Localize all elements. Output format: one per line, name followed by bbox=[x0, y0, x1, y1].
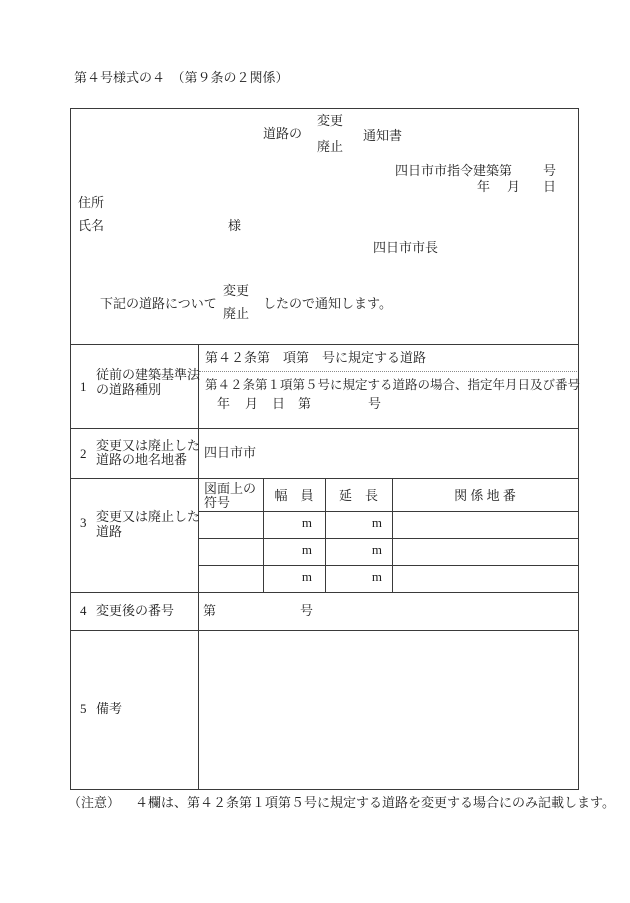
row1-year-label: 年 bbox=[217, 396, 231, 411]
body-option-change: 変更 bbox=[223, 283, 250, 298]
row1-number-prefix: 第 bbox=[298, 396, 312, 411]
title-option-abolish: 廃止 bbox=[317, 139, 344, 154]
directive-number-unit: 号 bbox=[543, 163, 557, 178]
subtable-header-symbol-line1: 図面上の bbox=[204, 481, 257, 496]
row4-number: 4 bbox=[80, 603, 87, 618]
rowB-width-unit: m bbox=[301, 542, 312, 557]
table-border-row5-top bbox=[70, 630, 578, 631]
body-option-abolish: 廃止 bbox=[223, 306, 250, 321]
subtable-border-rowB-top bbox=[199, 538, 578, 539]
body-prefix: 下記の道路について bbox=[100, 296, 217, 311]
subtable-header-parcel: 関 係 地 番 bbox=[454, 488, 516, 503]
name-label: 氏名 bbox=[78, 218, 105, 233]
row1-month-label: 月 bbox=[245, 396, 259, 411]
row3-number: 3 bbox=[80, 515, 87, 530]
row4-label: 変更後の番号 bbox=[96, 603, 175, 618]
rowA-width-unit: m bbox=[301, 515, 312, 530]
row4-number-suffix: 号 bbox=[300, 603, 314, 618]
rowC-length-unit: m bbox=[371, 569, 382, 584]
row1-label-line2: の道路種別 bbox=[96, 382, 162, 397]
table-border-label-divider bbox=[198, 344, 199, 789]
row2-city-value: 四日市市 bbox=[204, 445, 257, 460]
table-border-row2-top bbox=[70, 428, 578, 429]
table-border-row4-top bbox=[70, 592, 578, 593]
rowA-length-unit: m bbox=[371, 515, 382, 530]
date-day-label: 日 bbox=[543, 179, 557, 194]
row1-road-clause: 第４２条第 項第 号に規定する道路 bbox=[205, 350, 427, 365]
footnote-text: ４欄は、第４２条第１項第５号に規定する道路を変更する場合にのみ記載します。 bbox=[135, 795, 615, 810]
subtable-header-length: 延 長 bbox=[338, 488, 378, 503]
subtable-border-rowA-top bbox=[199, 511, 578, 512]
row1-day-label: 日 bbox=[272, 396, 286, 411]
row1-label-line1: 従前の建築基準法 bbox=[96, 367, 201, 382]
row2-label-line1: 変更又は廃止した bbox=[96, 438, 201, 453]
form-code: 第４号様式の４ （第９条の２関係） bbox=[74, 70, 289, 85]
body-suffix: したので通知します。 bbox=[263, 296, 392, 311]
subtable-header-width: 幅 員 bbox=[274, 488, 314, 503]
footnote-label: （注意） bbox=[68, 795, 121, 810]
row1-dotted-divider bbox=[199, 371, 577, 372]
row2-number: 2 bbox=[80, 446, 87, 461]
row1-designation-clause: 第４２条第１項第５号に規定する道路の場合、指定年月日及び番号 bbox=[205, 378, 581, 392]
row3-label-line1: 変更又は廃止した bbox=[96, 509, 201, 524]
row5-label: 備考 bbox=[96, 701, 123, 716]
subtable-border-rowC-top bbox=[199, 565, 578, 566]
title-option-change: 変更 bbox=[317, 113, 344, 128]
directive-number-label: 四日市市指令建築第 bbox=[395, 163, 513, 178]
table-border-row3-top bbox=[70, 478, 578, 479]
row4-number-prefix: 第 bbox=[203, 603, 217, 618]
table-border-row1-top bbox=[70, 344, 578, 345]
mayor-label: 四日市市長 bbox=[373, 240, 439, 255]
title-prefix: 道路の bbox=[263, 126, 303, 141]
honorific-label: 様 bbox=[228, 218, 242, 233]
date-year-label: 年 bbox=[477, 179, 491, 194]
row1-number-suffix: 号 bbox=[368, 396, 382, 411]
date-month-label: 月 bbox=[507, 179, 521, 194]
subtable-header-symbol-line2: 符号 bbox=[204, 495, 231, 510]
row2-label-line2: 道路の地名地番 bbox=[96, 452, 188, 467]
rowB-length-unit: m bbox=[371, 542, 382, 557]
rowC-width-unit: m bbox=[301, 569, 312, 584]
row5-number: 5 bbox=[80, 701, 87, 716]
row1-number: 1 bbox=[80, 379, 87, 394]
address-label: 住所 bbox=[78, 195, 105, 210]
title-suffix: 通知書 bbox=[363, 128, 403, 143]
row3-label-line2: 道路 bbox=[96, 524, 123, 539]
